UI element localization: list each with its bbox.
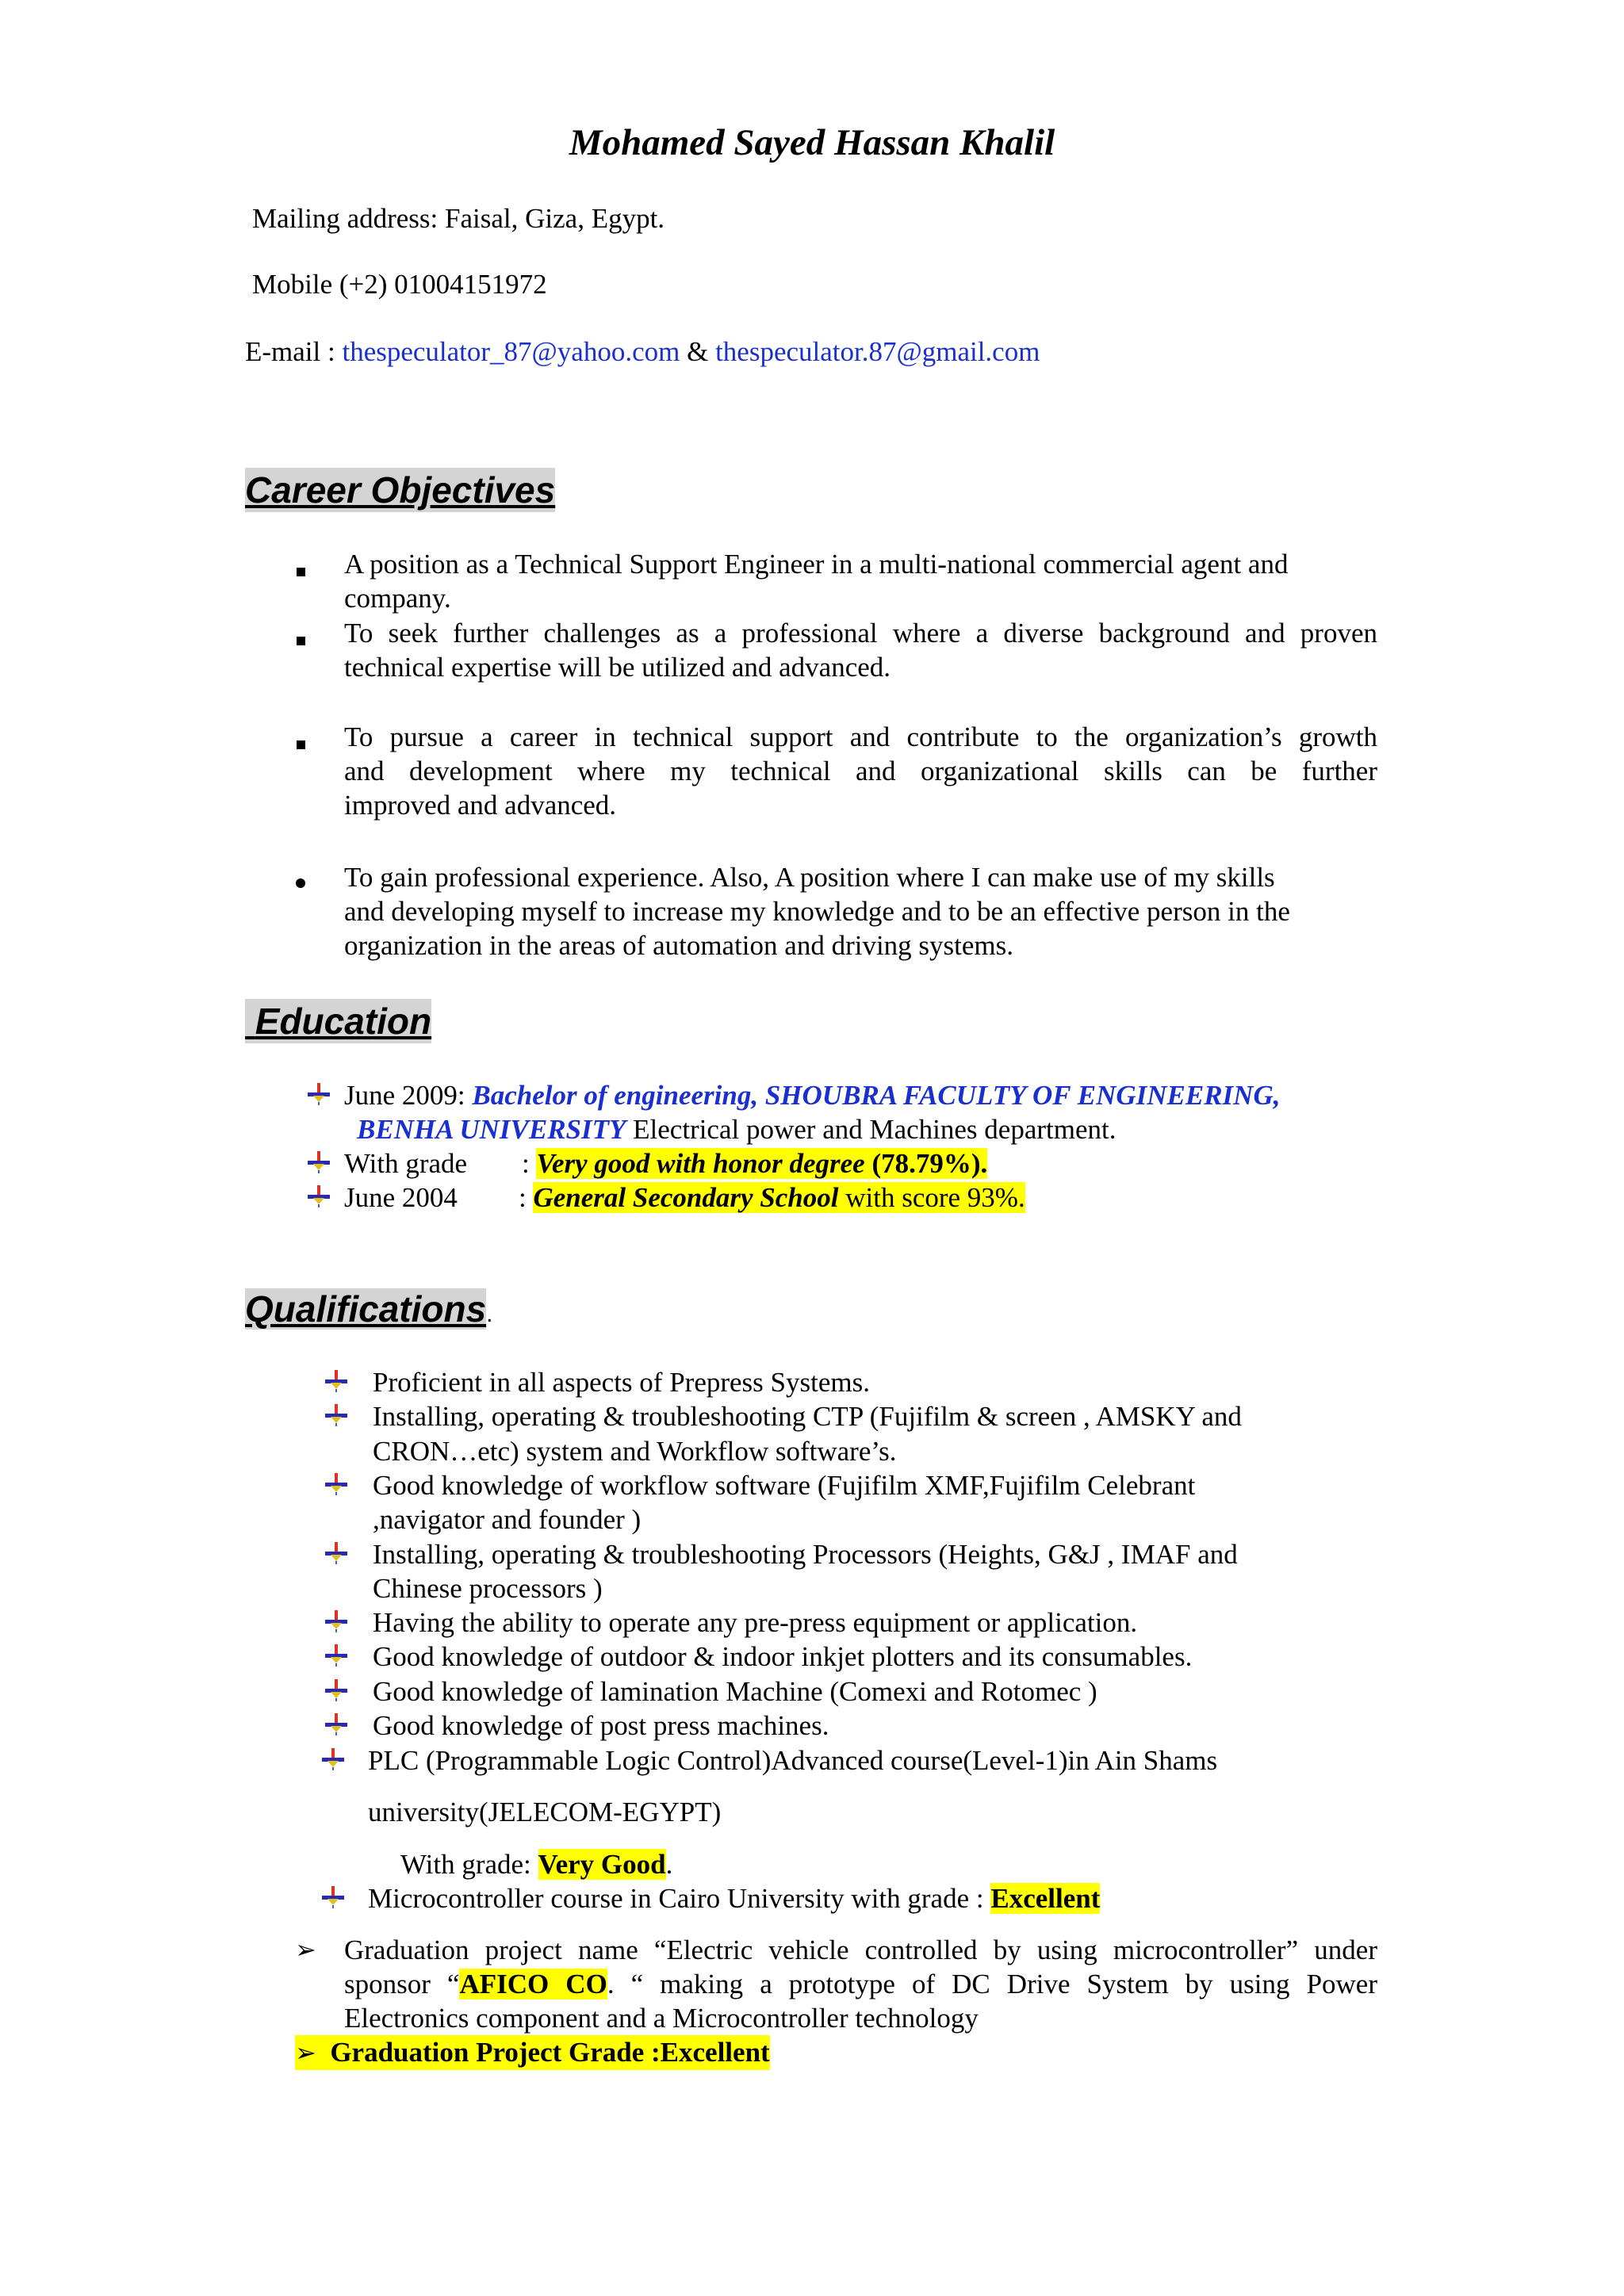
pushpin-bullet-icon xyxy=(324,1470,348,1504)
pushpin-bullet-icon xyxy=(321,1745,345,1779)
square-bullet-icon xyxy=(289,550,312,584)
qualifications-heading-row: Qualifications. xyxy=(245,1288,493,1330)
grade-colon: : xyxy=(522,1148,530,1179)
plc-grade-label: With grade: xyxy=(400,1849,538,1880)
career-objectives-heading: Career Objectives xyxy=(245,469,556,511)
education-department: Electrical power and Machines department. xyxy=(626,1114,1116,1145)
career-item-3-line-1: To pursue a career in technical support and contribute to the organization’s growth xyxy=(344,721,1377,752)
arrow-bullet-icon: ➢ xyxy=(295,2038,316,2068)
career-item-3-line-3: improved and advanced. xyxy=(344,790,617,821)
resume-name: Mohamed Sayed Hassan Khalil xyxy=(569,122,1055,163)
qualification-item: Having the ability to operate any pre-press equipment or application. xyxy=(373,1607,1138,1638)
plc-grade: Very Good xyxy=(538,1849,666,1880)
arrow-bullet-icon: ➢ xyxy=(295,1934,316,1965)
graduation-project-line-3: Electronics component and a Microcontroller technology xyxy=(344,2003,979,2034)
career-item-1-line-2: company. xyxy=(344,583,451,614)
mailing-address: Mailing address: Faisal, Giza, Egypt. xyxy=(252,203,665,234)
qualification-item: Proficient in all aspects of Prepress Systems. xyxy=(373,1367,870,1398)
education-date-2009: June 2009: xyxy=(344,1080,473,1111)
education-heading: Education xyxy=(245,999,431,1043)
career-item-2-line-1: To seek further challenges as a professional where a diverse background and proven xyxy=(344,618,1377,649)
career-item-4-line-3: organization in the areas of automation and driving systems. xyxy=(344,930,1014,961)
pushpin-bullet-icon xyxy=(324,1710,348,1744)
qualification-item: Good knowledge of post press machines. xyxy=(373,1710,829,1741)
school-colon: : xyxy=(519,1182,527,1213)
microcontroller-course: Microcontroller course in Cairo University with grade : Excellent xyxy=(368,1883,1101,1914)
pushpin-bullet-icon xyxy=(324,1539,348,1573)
education-university-line xyxy=(357,1112,1116,1146)
grade-label: With grade xyxy=(344,1148,468,1179)
education-degree: Bachelor of engineering, SHOUBRA FACULTY OF ENGINEERING, xyxy=(472,1080,1281,1111)
square-bullet-icon xyxy=(289,723,312,757)
qualification-item: Installing, operating & troubleshooting Processors (Heights, G&J , IMAF and xyxy=(373,1539,1238,1570)
education-university: BENHA UNIVERSITY xyxy=(357,1114,626,1145)
grade-value: Very good with honor degree xyxy=(536,1148,865,1179)
square-bullet-icon xyxy=(289,619,312,653)
qualifications-heading: Qualifications xyxy=(245,1288,487,1330)
qualification-item-cont: Chinese processors ) xyxy=(373,1573,603,1604)
qualification-item-cont: ,navigator and founder ) xyxy=(373,1504,642,1535)
qualification-item: PLC (Programmable Logic Control)Advanced course(Level-1)in Ain Shams xyxy=(368,1745,1218,1776)
grade-line xyxy=(522,1146,987,1181)
email-link-gmail[interactable]: thespeculator.87@gmail.com xyxy=(715,336,1040,367)
pushpin-bullet-icon xyxy=(321,1883,345,1917)
qualification-item-cont: university(JELECOM-EGYPT) xyxy=(368,1797,722,1827)
grade-percent: (78.79%). xyxy=(864,1148,988,1179)
education-degree-line xyxy=(344,1078,1280,1112)
graduation-grade: Graduation Project Grade :Excellent xyxy=(330,2037,770,2068)
pushpin-bullet-icon xyxy=(324,1367,348,1401)
career-item-4-line-1: To gain professional experience. Also, A position where I can make use of my skills xyxy=(344,862,1275,893)
pushpin-bullet-icon xyxy=(324,1641,348,1675)
pushpin-bullet-icon xyxy=(324,1607,348,1641)
email-line xyxy=(245,335,1040,369)
qualification-item: Good knowledge of lamination Machine (Comexi and Rotomec ) xyxy=(373,1676,1097,1707)
secondary-score: with score 93%. xyxy=(838,1182,1025,1213)
email-label: E-mail : xyxy=(245,336,343,367)
pushpin-bullet-icon xyxy=(324,1401,348,1435)
mobile-number: Mobile (+2) 01004151972 xyxy=(252,269,547,300)
graduation-project-line-1: Graduation project name “Electric vehicle controlled by using microcontroller” under xyxy=(344,1934,1377,1965)
pushpin-bullet-icon xyxy=(307,1182,331,1216)
graduation-grade-line xyxy=(295,2035,770,2070)
secondary-date: June 2004 xyxy=(344,1182,458,1213)
qualification-item: Good knowledge of workflow software (Fujifilm XMF,Fujifilm Celebrant xyxy=(373,1470,1196,1501)
microcontroller-grade: Excellent xyxy=(990,1883,1101,1914)
career-item-1-line-1: A position as a Technical Support Engineer in a multi-national commercial agent and xyxy=(344,549,1289,580)
career-item-4-line-2: and developing myself to increase my knowledge and to be an effective person in the xyxy=(344,896,1290,927)
secondary-school: General Secondary School xyxy=(533,1182,839,1213)
graduation-project-line-2: sponsor “AFICO CO. “ making a prototype of DC Drive System by using Power xyxy=(344,1969,1377,1999)
pushpin-bullet-icon xyxy=(324,1676,348,1710)
plc-grade-line: With grade: Very Good. xyxy=(400,1849,673,1880)
project-sponsor: AFICO CO xyxy=(459,1969,607,1999)
email-link-yahoo[interactable]: thespeculator_87@yahoo.com xyxy=(342,336,680,367)
pushpin-bullet-icon xyxy=(307,1148,331,1182)
secondary-school-line xyxy=(519,1181,1025,1215)
round-bullet-icon xyxy=(289,862,312,896)
email-separator: & xyxy=(680,336,716,367)
qualification-item-cont: CRON…etc) system and Workflow software’s. xyxy=(373,1436,897,1467)
qualification-item: Installing, operating & troubleshooting CTP (Fujifilm & screen , AMSKY and xyxy=(373,1401,1242,1432)
career-item-3-line-2: and development where my technical and organizational skills can be further xyxy=(344,756,1377,786)
career-item-2-line-2: technical expertise will be utilized and advanced. xyxy=(344,652,891,683)
pushpin-bullet-icon xyxy=(307,1080,331,1114)
qualification-item: Good knowledge of outdoor & indoor inkjet plotters and its consumables. xyxy=(373,1641,1193,1672)
